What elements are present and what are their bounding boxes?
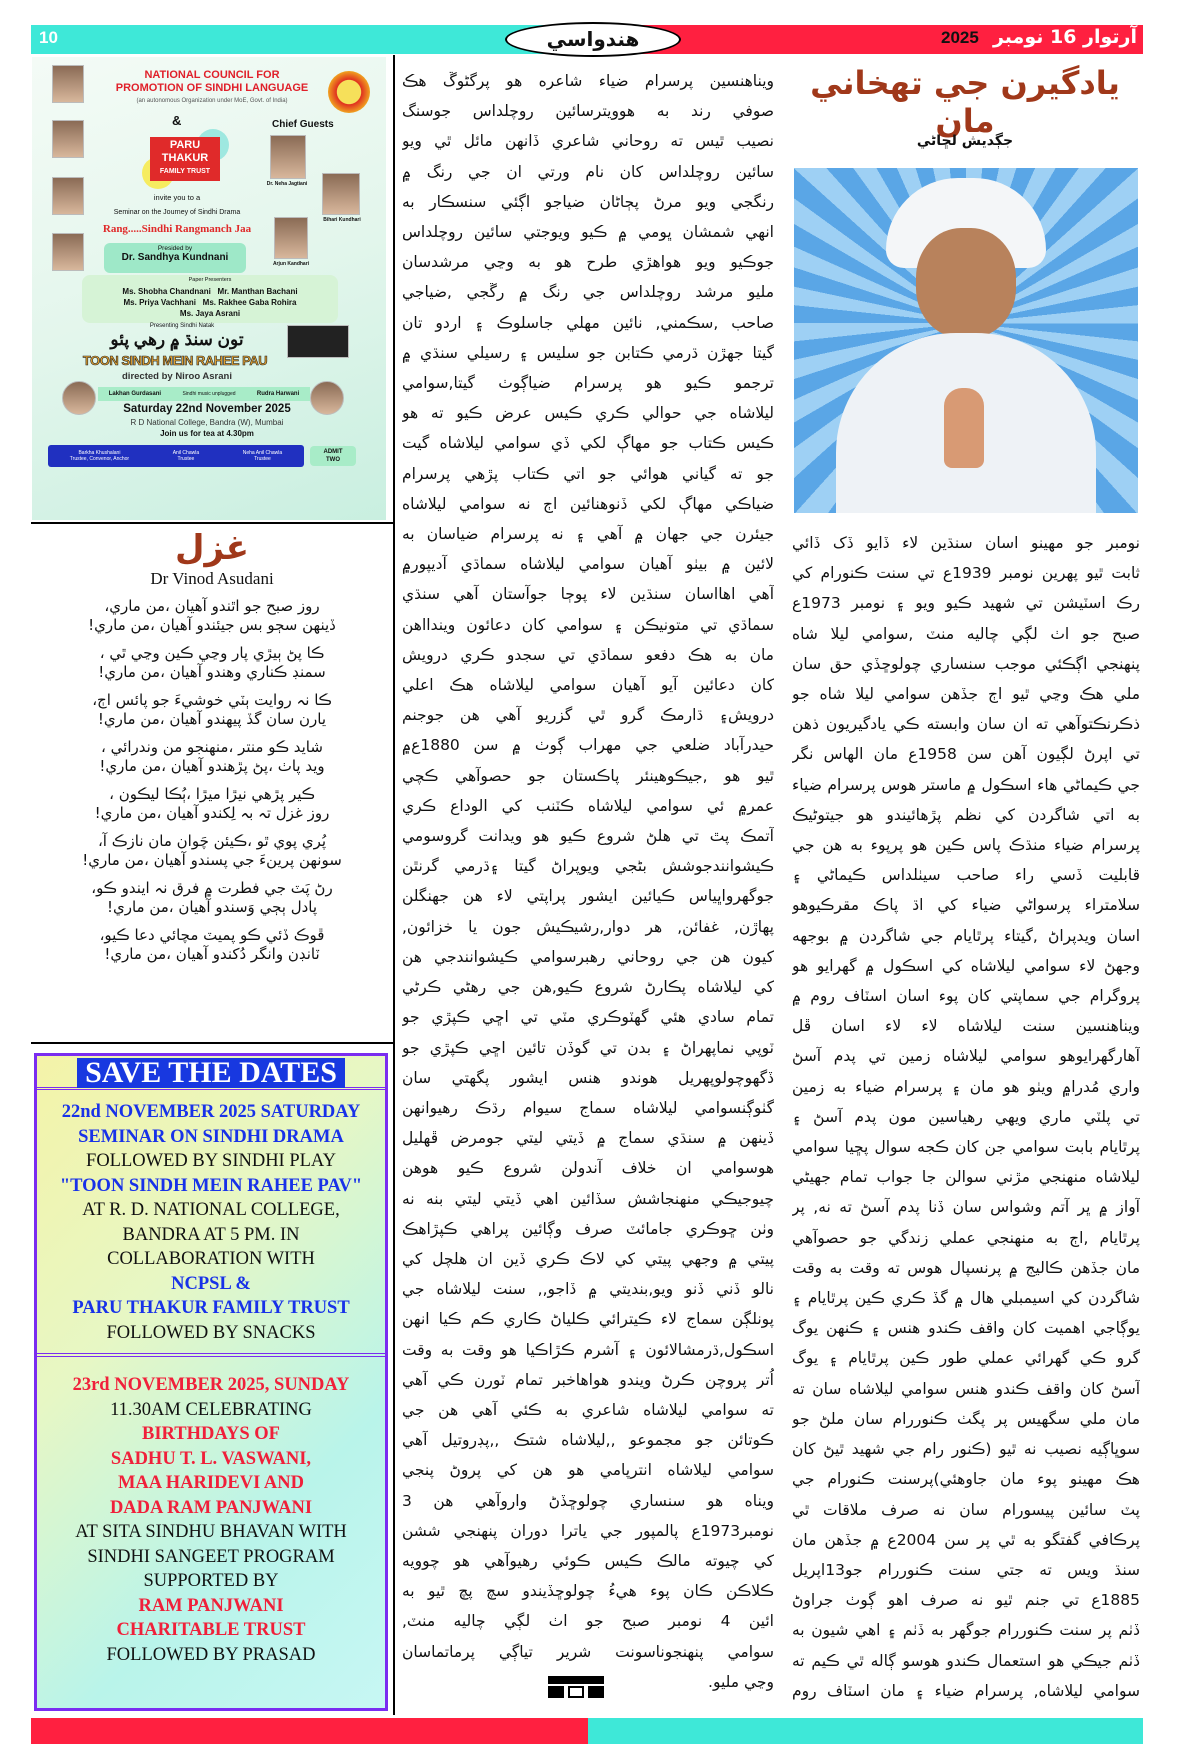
text-line: پرٿايام بابت سوامي جن کان ڪجه سوال پڇيا سوامي — [792, 1138, 1140, 1157]
event-line: PARU THAKUR FAMILY TRUST — [72, 1298, 350, 1318]
text-line: حيدرآباد ضلعي جي مهراب ڳوٺ ۾ سن 1880ع۾ — [402, 736, 774, 755]
presenter: Ms. Shobha Chandnani — [122, 287, 211, 296]
event-line: FOLLOWED BY SNACKS — [106, 1322, 316, 1343]
text-line: نومبر1973ع پالمپور جي ياترا دوران پنهنجي ششن — [402, 1521, 774, 1540]
event-line: DADA RAM PANJWANI — [109, 1497, 313, 1518]
presenters-label: Paper Presenters — [188, 277, 232, 283]
ghazal-line: پُري پوي ٿو ،ڪيئن چَوان مان نازڪ آ، — [97, 832, 327, 850]
text-line: رڪ اسٽيشن تي شهيد ڪيو ويو ۽ نومبر 1973ع — [792, 594, 1140, 613]
text-line: ثابت ٿيو پهرين نومبر 1939ع تي سنت ڪنورام کي — [792, 564, 1140, 583]
page-number: 10 — [39, 28, 58, 47]
footer-bar-cyan — [588, 1718, 1143, 1744]
director: directed by Niroo Asrani — [122, 371, 232, 382]
text-line: يوڳاجي اهميت کان واقف ڪندو هنس ۽ ڪنهن يوگ — [792, 1319, 1140, 1338]
event-2 — [37, 1357, 385, 1667]
org-subtitle: (an autonomous Organization under MoE, Govt. of India) — [136, 98, 288, 104]
natak-title: TOON SINDH MEIN RAHEE PAU — [82, 353, 268, 368]
issue-year: 2025 — [941, 28, 979, 47]
event-line: "TOON SINDH MEIN RAHEE PAV" — [59, 1175, 363, 1196]
text-line: ترجمو ڪيو هو پرسرام ضياڳوٺ گيتا,سوامي — [402, 374, 774, 393]
org-name-line1: NATIONAL COUNCIL FOR — [144, 69, 280, 81]
text-line: سوامي ليلاشاه انترپامي هو هن کي پروڻ پنجي — [402, 1461, 774, 1480]
text-line: ذڪرنڪتوآهي ته ان سان وابسته ڪي يادگيريون ذهن — [792, 715, 1140, 734]
text-line: ٽوپي نماپهراڻ ۽ بدن تي گوڏن تائين اڇي ڪپڙي جو — [402, 1038, 774, 1057]
event-line: 23rd NOVEMBER 2025, SUNDAY — [72, 1375, 350, 1395]
guest-photo — [274, 217, 308, 259]
ghazal-couplet — [31, 738, 393, 776]
ghazal-line: روز غزل تہ بہ لِکندو آهيان ،من ماري! — [94, 804, 330, 822]
event-line: RAM PANJWANI — [138, 1595, 284, 1616]
text-line: اسان ويدپراڻ ,گيتاء پرٿايام جي شاگردن ۾ بوجهه — [792, 926, 1140, 945]
trustee-name: Anil Chawla — [172, 450, 200, 456]
natak-title-sindhi: تون سنڌ ۾ رهي پئو — [110, 330, 244, 349]
event-line: COLLABORATION WITH — [107, 1249, 315, 1269]
text-line: پيتي ۾ وجهي پيتي کي لاڪ ڪري ڏين ان هلچل کي — [402, 1249, 774, 1268]
seminar-name: Rang.....Sindhi Rangmanch Jaa — [102, 223, 252, 235]
ghazal-line: ڦوڪ ڏئي ڪو پميٽ مچائي دعا ڪيو، — [99, 926, 325, 944]
text-line: نصيب ٿيس ته روحاني شاعري ڏانهن مائل ٿي ويو — [402, 132, 774, 151]
ghazal-line: پادل ٻڄي وَسندو آهيان ،من ماري! — [106, 898, 318, 916]
text-line: جوگهرواڀياس ڪيائين ايشور پراپتي لاء هن جهنگلن — [402, 887, 774, 906]
text-line: آهي اهااسان سنڌين لاء پوڄا جوآستان آهي سنڌي — [402, 585, 774, 604]
face — [916, 228, 1016, 338]
text-line: ٿيو هو ,جيڪوهينئر پاڪستان جو حصوآهي ڪچي — [402, 766, 774, 785]
invite-text: invite you to a — [153, 193, 201, 202]
text-line: آتمڪ پٿ تي هلڻ شروع ڪيو هو ويدانت گروسومي — [402, 827, 774, 846]
text-line: پرسرام ضياء منڌڪ پاس ڪين هو پرپوء به هن جي — [792, 836, 1140, 855]
ghazal-couplet — [31, 879, 393, 917]
ghazal-couplet — [31, 691, 393, 729]
raised-hand — [944, 388, 984, 468]
event-line: BIRTHDAYS OF — [142, 1424, 280, 1444]
presenter: Mr. Manthan Bachani — [217, 287, 298, 296]
guest-name: Dr. Neha Jagtiani — [266, 181, 308, 187]
text-line: سوامي پنهنجوناسونت شرير تياڳي پرماتماسان — [402, 1642, 774, 1661]
ghazal-couplet — [31, 926, 393, 964]
text-line: وجهڻ لاء سوامي ليلاشاه کي اسڪول ۾ گهرايو هو — [792, 956, 1140, 975]
text-line: تمام سادي هئي گهٽوڪري مٽي تي اڇي ڪپڙي جو — [402, 1008, 774, 1027]
text-line: ڪوتائن جو مجموعو ,,ليلاشاه شتڪ ,,پڊروتيل آهي — [402, 1431, 774, 1450]
text-line: ليلاشاه منهنجي مڙني سوالن جا جواب تمام جهيڻي — [792, 1168, 1140, 1187]
trustee-role: Trustee, Convenor, Anchor — [69, 456, 130, 462]
text-line: مان ملي سگهيس پر پگٺ ڪنوررام سان ملڻ جو — [792, 1409, 1140, 1428]
text-line: پرٿايام ,اڄ به منهنجي عملي زندگي جو حصوآهي — [792, 1228, 1140, 1247]
article-continuation-column — [402, 66, 774, 1697]
ghazal-line: رڻ پَٽ جي فطرت ۾ فرق نہ ايندو ڪو، — [91, 879, 333, 897]
article-body — [792, 528, 1140, 1706]
footer-bar-red — [31, 1718, 588, 1744]
ghazal-line: ڪا پڻ ٻيڙي پار وڃي ڪين وڃي ٿي ، — [99, 644, 325, 662]
text-line: ويناهنسين پرسرام ضياء شاعره هو پرگڻوڱ هڪ — [402, 72, 774, 90]
text-line: به اتي شاگردن کي نظم پڙهائيندو هو جيتوڻيڪ — [792, 805, 1140, 824]
presenting-label: Presenting Sindhi Natak — [149, 323, 215, 329]
text-line: سنڌ ويس ته جتي سنت ڪنوررام جو13اپريل — [792, 1560, 1140, 1579]
event-1 — [37, 1090, 385, 1357]
event-poster — [32, 57, 386, 520]
text-line: آواز ۾ ڀر آتم وشواس سان ڏنا پدم آسڻ ته نه, پر — [792, 1198, 1140, 1217]
presenter: Ms. Jaya Asrani — [179, 309, 241, 318]
text-line: گرو ڪي گهرائي عملي طور ڪين پرٿايام ۽ يوگ — [792, 1349, 1140, 1368]
text-line: ليلاشاه جي حوالي ڪري ڪيس عرض ڪيو ته هو — [402, 404, 774, 423]
text-line: ائين 4 نومبر صبح جو اٺ لڳي چاليه منٽ, — [402, 1612, 774, 1631]
text-line: مان جڏهن ڪاليج ۾ پرنسپال هوس ته وقت به وقت — [792, 1258, 1140, 1277]
text-line: ڏينهن ۾ سنڌي سماج ۾ ڏيتي ليتي جومرض ڦهليل — [402, 1129, 774, 1148]
text-line: جوڪيو ويو هواهڙي طرح هو به وڃي مرشدسان — [402, 253, 774, 272]
event-line: FOLLOWED BY PRASAD — [106, 1644, 316, 1665]
ghazal-line: ڪير پڙهي نيڙا ميڙا ،ٻُڪا ليڪون ، — [109, 785, 315, 803]
text-line: پنهنجي اڳڪئي موجب سنساري چولوڇڏي حق سان — [792, 654, 1140, 673]
text-line: ويناه هو سنساري چولوڇڏڻ واروآهي هن 3 — [402, 1491, 774, 1510]
ghazal-couplet — [31, 832, 393, 870]
ghazal-line: ڪا نہ روايت ٻٽي خوشيءَ جو پائس اڄ، — [92, 691, 332, 709]
text-line: سوڀاڳيه نصيب نه ٿيو (ڪنور رام جي شهيد ٿيڻ کان — [792, 1440, 1140, 1459]
text-line: آهارگهرايوهو سوامي ليلاشاه زمين تي پدم آسڻ — [792, 1047, 1140, 1066]
save-the-dates-box — [34, 1053, 388, 1711]
trust-text: PARU — [169, 139, 201, 151]
text-line: پهاڙن, غفائن, هر دوار,رشيڪيش جون يا خزائون, — [402, 917, 774, 936]
text-line: سوامي ليلاشاه, پرسرام ضياء ۽ مان اسٽاف روم — [792, 1681, 1140, 1700]
text-line: پروگرام جي سماپتي کان پوء اسان اسٽاف روم ۾ — [792, 987, 1140, 1006]
photo — [52, 233, 84, 271]
text-line: واري مُدرا۾ ويٺو هو مان ۽ پرسرام ضياء به زمين — [792, 1077, 1140, 1096]
event-line: 11.30AM CELEBRATING — [110, 1399, 312, 1420]
text-line: ڪلاڪن ڪان پوء هيءُ چولوڇڏيندو سچ پچ ٿيو به — [402, 1582, 774, 1601]
text-line: قابليت ڏسي راء صاحب سيٺلداس ڪيماڻي ۽ — [792, 866, 1140, 885]
ghazal-line: ويد پاٺ ،پڻ پڙهندو آهيان ،من ماري! — [99, 757, 325, 775]
text-line: ڏٺم پر سنت ڪنوررام جوگهر به ڏٺم ۽ اهي شيون به — [792, 1621, 1140, 1640]
presided-label: Presided by — [157, 245, 193, 252]
ghazal-title: غزل — [175, 528, 249, 568]
text-line: اُتر پروچن ڪرڻ ويندو هواهاخبر تمام ٽورن ڪي آهي — [402, 1370, 774, 1389]
ghazal-couplet — [31, 785, 393, 823]
text-line: ڪيشوانندجوشش بڻجي ويوپراڻ گيتا ۽ڌرمي گرنٿن — [402, 857, 774, 876]
admit-two-badge: ADMIT TWO — [310, 446, 356, 466]
text-line: پرڪافي گفتگو به ٿي پر سن 2004ع ۾ جڏهن مان — [792, 1530, 1140, 1549]
text-line: ملي هڪ وڃي ٿيو اڄ جڏهن سوامي ليلا شاه جو — [792, 685, 1140, 704]
text-line: چيوجيڪي منهنجاشش سڏائين اهي ڏيتي ليتي بنه نه — [402, 1189, 774, 1208]
text-line: درويش۽ ڌارمڪ گرو ٿي گزريو آهي هن جوجنم — [402, 706, 774, 725]
text-line: مليو مرشد روچلداس جي رنگ ۾ رڱجي ,ضياجي — [402, 283, 774, 302]
event-line: SEMINAR ON SINDHI DRAMA — [78, 1126, 344, 1147]
trustees-strip — [48, 445, 304, 467]
text-line: گٺوڳنسوامي ليلاشاه سماج سيوام رڌڪ رهيوانهن — [402, 1098, 774, 1117]
text-line: ڏٺم جيڪي هو استعمال ڪندو هوسو ڳاله ٿي ڪيم ته — [792, 1651, 1140, 1670]
text-line: پٽ سائين پيسورام سان نه صرف ملاقات ٿي — [792, 1500, 1140, 1519]
guest-photo — [270, 135, 306, 179]
page-header-bar — [31, 25, 1143, 54]
text-line: لائين ۾ بيٺو آهيان سوامي ليلاشاه سماڌي آديپور۾ — [402, 555, 774, 574]
text-line: وڃي مليو. — [708, 1672, 774, 1691]
text-line: مان به هڪ دفعو سماڌي تي سجدو ڪري درويش — [402, 645, 774, 664]
text-line: عمر۾ ئي سوامي ليلاشاه ڪٽنب کي الوداع ڪري — [402, 796, 774, 815]
play-photo — [287, 325, 349, 358]
text-line: 1885ع تي جنم ٿيو نه صرف اهو ڳوٺ جراوڻ — [792, 1591, 1140, 1610]
event-venue: R D National College, Bandra (W), Mumbai — [130, 418, 284, 427]
event-line: FOLLOWED BY SINDHI PLAY — [86, 1151, 336, 1171]
ghazal-line: ٽانڊن وانگر دُکندو آهيان ،من ماري! — [104, 945, 320, 963]
ghazal-author: Dr Vinod Asudani — [150, 569, 274, 588]
photo — [52, 65, 84, 103]
end-ornament-icon — [548, 1676, 604, 1698]
org-name-line2: PROMOTION OF SINDHI LANGUAGE — [115, 82, 309, 94]
ampersand: & — [172, 113, 182, 128]
trustee-name: Neha Anil Chawla — [242, 450, 283, 456]
text-line: انهي شمشان ڀومي ۾ ڪيو ويوجتي سائين روچلداس — [402, 223, 774, 242]
presenter: Ms. Rakhee Gaba Rohira — [202, 298, 297, 307]
section-divider — [31, 1042, 393, 1044]
president-name: Dr. Sandhya Kundnani — [121, 252, 229, 263]
event-line: NCPSL & — [171, 1273, 251, 1294]
text-line: هوسوامي ان خلاف آندولن شروع ڪيو هوهن — [402, 1159, 774, 1178]
presenters-box — [82, 275, 338, 323]
event-line: MAA HARIDEVI AND — [117, 1473, 305, 1493]
event-line: AT SITA SINDHU BHAVAN WITH — [75, 1522, 347, 1542]
tea-time: Join us for tea at 4.30pm — [160, 429, 254, 438]
guest-name: Arjun Kandhari — [272, 261, 310, 267]
text-line: رنگجي ويو مرڻ پڄاڻان ضياجو اڳئي سنسڪار به — [402, 192, 774, 211]
text-line: ويناهنسين سنت ليلاشاه لاء لاء اسان ڦل — [792, 1017, 1140, 1036]
text-line: سائين روچلداس کان نام ورتي ان جي رنگ ۾ — [402, 162, 774, 181]
seminar-title: Seminar on the Journey of Sindhi Drama — [113, 209, 241, 216]
ghazal-line: روز صبح جو اٿندو آهيان ،من ماري، — [104, 597, 320, 615]
event-date: Saturday 22nd November 2025 — [123, 403, 291, 415]
text-line: گيتا جهڙن ڌرمي ڪتابن جو سليس ۽ رسيلي سنڌي ۾ — [402, 343, 774, 362]
ghazal-couplet — [31, 597, 393, 635]
ghazal-couplet — [31, 644, 393, 682]
newspaper-logo: هندواسي — [505, 22, 681, 57]
music-label: Sindhi music unplugged — [182, 391, 236, 397]
ghazal-line: سمنڊ ڪناري وهندو آهيان ،من ماري! — [98, 663, 326, 681]
article-byline: جڳديش لڇاڻي — [916, 133, 1014, 149]
ghazal-section — [31, 528, 393, 973]
text-line: سماڌي تي متونيڪن ۽ سوامي کان دعائون ويندااهن — [402, 615, 774, 634]
trustee-role: Trustee — [254, 456, 271, 462]
ghazal-line: يارن سان گڏ پيهندو آهيان ،من ماري! — [97, 710, 327, 728]
text-line: سلامتراء پرسواڻي ضياء کي اڌ پاڪ مقرڪيوهو — [792, 896, 1140, 915]
text-line: تي پلٽي ماري ويهي رهياسين مون پدم آسڻ ۽ — [792, 1107, 1140, 1126]
section-divider — [31, 522, 393, 524]
text-line: وٺن ڇوڪري جامائٽ صرف وڳائين پراهي ڪپڙاهڪ — [402, 1219, 774, 1238]
ghazal-line: سونهن پرينءَ جي پسندو آهيان ،من ماري! — [82, 851, 342, 869]
text-line: صبح جو اٺ لڳي چاليه منٽ ,سوامي ليلا شاه — [792, 624, 1140, 643]
text-line: پونلڳن سماج لاء ڪيترائي ڪلياڻ ڪاري ڪم ڪيا انهن — [402, 1310, 774, 1329]
ncpsl-emblem — [328, 71, 370, 113]
trustee-role: Trustee — [177, 456, 195, 462]
text-line: نالو ڏني ڏنو ويو,بنديتي ۾ ڏاجو,, سنت ليلاشاه جي — [402, 1280, 774, 1299]
save-the-dates-title: SAVE THE DATES — [77, 1058, 345, 1088]
text-line: ڪيس ڪتاب جو مهاڳ لکي ڏي سوامي ليلاشاه گيت — [402, 434, 774, 453]
event-line: 22nd NOVEMBER 2025 SATURDAY — [61, 1102, 361, 1122]
text-line: جو ته گياني هوائي جو اتي ڪتاب پڙهي پرسرام — [402, 464, 774, 483]
text-line: کي ليلاشاه پڪارڻ شروع ڪيو,هن جي رهڻي ڪرڻي — [402, 978, 774, 997]
text-line: ضياڪي مهاڳ لکي ڏنوهنائين اڄ نه سوامي ليلاشاه — [402, 494, 774, 513]
text-line: کان دعائين آيو آهيان سوامي ليلاشاه هڪ اعلي — [402, 676, 774, 695]
presenter: Ms. Priya Vachhani — [123, 298, 196, 307]
event-line: BANDRA AT 5 PM. IN — [122, 1224, 300, 1245]
trustee-name: Barkha Khushalani — [78, 450, 121, 456]
trust-text: THAKUR — [161, 152, 209, 164]
music-strip — [98, 387, 310, 401]
text-line: کيون هن جي روحاني رهبرسوامي ڪيشوانندجي هن — [402, 947, 774, 966]
article-title: يادگيرن جي تهخاني مان — [810, 64, 1120, 140]
photo — [52, 177, 84, 215]
trust-text: FAMILY TRUST — [159, 168, 211, 175]
event-line: SADHU T. L. VASWANI, — [110, 1448, 312, 1469]
text-line: ڏگهوچولوپهريل هوندو هنس ايشور پگهتي سان — [402, 1068, 774, 1087]
text-line: هڪ مهينو پوء مان جاوهئي)پرسنت ڪنورام جي — [792, 1470, 1140, 1489]
ghazal-line: ڏينهن سڄو بس جيئندو آهيان ،من ماري! — [88, 616, 336, 634]
photo — [52, 120, 84, 158]
text-line: نومبر جو مهينو اسان سنڌين لاء ڏايو ڏک ڏائي — [792, 534, 1140, 552]
event-line: AT R. D. NATIONAL COLLEGE, — [82, 1200, 340, 1220]
musician-name: Lakhan Gurdasani — [108, 391, 162, 397]
presided-box — [104, 243, 246, 273]
text-line: صاحب ,سڪمني, نائين مهلي جاسلوڪ ۽ اردو تان — [402, 313, 774, 332]
text-line: جيئرن جي جهان ۾ آهي ۽ نه پرسرام ضياسان به — [402, 525, 774, 544]
chief-guests-label: Chief Guests — [272, 119, 334, 130]
text-line: ته سوامي ليلاشاه شاعري به ڪئي آهي هن جي — [402, 1400, 774, 1419]
swami-portrait — [794, 168, 1138, 513]
text-line: شاگردن کي اسيمبلي هال ۾ گڏ ڪري ڪين پرٿايام ۽ — [792, 1289, 1140, 1308]
event-line: SINDHI SANGEET PROGRAM — [87, 1546, 335, 1567]
event-line: SUPPORTED BY — [143, 1571, 279, 1591]
guest-photo — [322, 173, 360, 215]
text-line: آسڻ کان واقف ڪندو هنس سوامي ليلاشاه سان ته — [792, 1379, 1140, 1398]
text-line: کي چيوته مالڪ ڪيس ڪوئي رهيوآهي هو چوويه — [402, 1551, 774, 1570]
text-line: جي ڪيماڻي هاء اسڪول ۾ ماستر هوس پرسرام ضياء — [792, 775, 1140, 794]
paru-thakur-logo — [150, 137, 220, 181]
event-line: CHARITABLE TRUST — [116, 1620, 306, 1640]
musician-name: Rudra Harwani — [256, 391, 300, 397]
text-line: صوفي رند به هوويترسائين روچلداس جوسنگ — [402, 102, 774, 121]
guest-name: Bihari Kundhari — [323, 217, 361, 223]
text-line: تي اپرڻ لڳيون آهن سن 1958ع مان الهاس نگر — [792, 745, 1140, 764]
text-line: اسڪول,ڌرمشالائون ۽ آشرم ڪڙاڪيا هو وقت به وقت — [402, 1340, 774, 1359]
column-divider — [393, 55, 395, 1715]
issue-date: آرتوار 16 نومبر — [992, 26, 1137, 48]
ghazal-line: شايد ڪو منتر ،منهنجو من وندرائي ، — [101, 738, 323, 756]
